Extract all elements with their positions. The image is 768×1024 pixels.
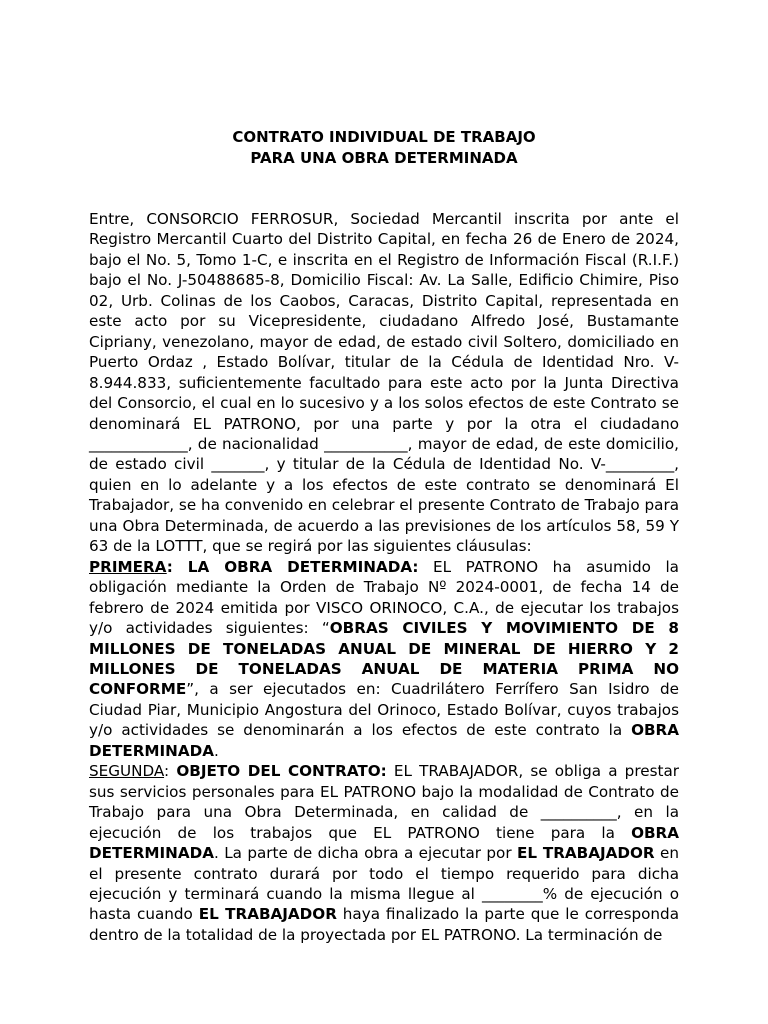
clause-primera-label: PRIMERA [89, 557, 167, 576]
clause-segunda-trabajador-1: EL TRABAJADOR [516, 844, 655, 863]
clause-primera-obra: OBRA DETERMINADA [89, 721, 679, 760]
clause-segunda [89, 761, 679, 945]
clause-segunda-label: SEGUNDA [89, 762, 165, 781]
clause-segunda-text-c: en el presente contrato durará por todo el tiempo requerido para dicha ejecución y terminará cuando la misma llegue al ________% de ejecución o hasta cuando [89, 844, 679, 924]
clause-segunda-obra: OBRA DETERMINADA [89, 823, 679, 863]
clause-segunda-heading: OBJETO DEL CONTRATO: [176, 762, 387, 781]
clause-segunda-text-d: haya finalizado la parte que le corresponda dentro de la totalidad de la proyectada por EL PATRONO. La terminación de [89, 905, 679, 944]
clause-primera-heading: : LA OBRA DETERMINADA: [166, 557, 419, 576]
clause-primera-text-c: . [214, 741, 219, 760]
clause-segunda-trabajador-2: EL TRABAJADOR [198, 905, 337, 924]
clause-primera-text-a: EL PATRONO ha asumido la obligación mediante la Orden de Trabajo Nº 2024-0001, de fecha 14 de febrero de 2024 emitida por VISCO ORINOCO, C.A., de ejecutar los trabajos y/o actividades siguientes: “ [89, 557, 679, 638]
clause-segunda-text-b: . La parte de dicha obra a ejecutar por [214, 844, 517, 863]
clause-segunda-colon: : [164, 762, 177, 781]
clause-primera-text-b: ”, a ser ejecutados en: Cuadrilátero Ferrífero San Isidro de Ciudad Piar, Municipio Angostura del Orinoco, Estado Bolívar, cuyos trabajos y/o actividades se denominarán a los efectos de este contrato la [89, 680, 679, 740]
clause-primera [89, 557, 679, 762]
document-title-line-1: CONTRATO INDIVIDUAL DE TRABAJO [232, 128, 536, 146]
document-body [89, 209, 679, 945]
intro-paragraph: Entre, CONSORCIO FERROSUR, Sociedad Mercantil inscrita por ante el Registro Mercantil Cuarto del Distrito Capital, en fecha 26 de Enero de 2024, bajo el No. 5, Tomo 1-C, e inscrita en el Registro de Información Fiscal (R.I.F.) bajo el No. J-50488685-8, Domicilio Fiscal: Av. La Salle, Edificio Chimire, Piso 02, Urb. Colinas de los Caobos, Caracas, Distrito Capital, representada en este acto por su Vicepresidente, ciudadano Alfredo José, Bustamante Cipriany, venezolano, mayor de edad, de estado civil Soltero, domiciliado en Puerto Ordaz , Estado Bolívar, titular de la Cédula de Identidad Nro. V-8.944.833, suficientemente facultado para este acto por la Junta Directiva del Consorcio, el cual en lo sucesivo y a los solos efectos de este Contrato se denominará EL PATRONO, por una parte y por la otra el ciudadano _____________, de nacionalidad ___________, mayor de edad, de este domicilio, de estado civil _______, y titular de la Cédula de Identidad No. V-_________, quien en lo adelante y a los efectos de este contrato se denominará El Trabajador, se ha convenido en celebrar el presente Contrato de Trabajo para una Obra Determinada, de acuerdo a las previsiones de los artículos 58, 59 Y 63 de la LOTTT, que se regirá por las siguientes cláusulas: [89, 210, 679, 556]
document-title-line-2: PARA UNA OBRA DETERMINADA [250, 149, 518, 167]
clause-primera-works: OBRAS CIVILES Y MOVIMIENTO DE 8 MILLONES DE TONELADAS ANUAL DE MINERAL DE HIERRO Y 2 MILLONES DE TONELADAS ANUAL DE MATERIA PRIMA NO CONFORME [89, 619, 679, 699]
clause-segunda-text-a: EL TRABAJADOR, se obliga a prestar sus servicios personales para EL PATRONO bajo la modalidad de Contrato de Trabajo para una Obra Determinada, en calidad de __________, en la ejecución de los trabajos que EL PATRONO tiene para la [89, 762, 679, 842]
